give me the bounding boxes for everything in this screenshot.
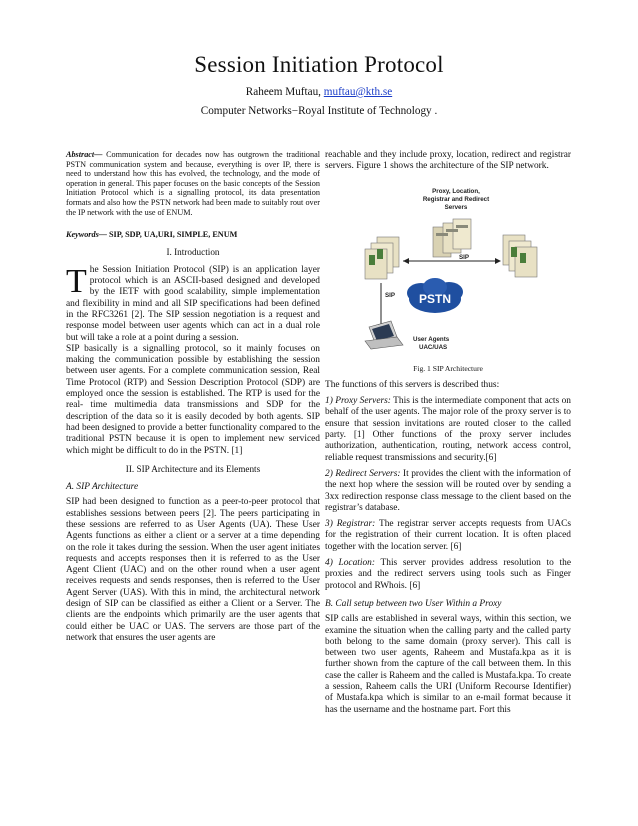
- abstract: [66, 150, 320, 217]
- call-setup-paragraph: SIP calls are established in several ways, within this section, we examine the situation when the calling party and the called party both belong to the same domain (proxy server). This call is between two user agents, Raheem and Mustafa.kpa as it is further shown from the capture of the call between them. In this case the caller is Raheem and the called is Mustafa.kpa. To create a session, Raheem calls the URI (Uniform Recourse Identifier) of Mustafa.kpa which is similar to an e-mail format because it has the username and the hostname part. Fort this: [325, 614, 571, 715]
- pstn-label: PSTN: [418, 291, 452, 306]
- item-registrar: [325, 519, 571, 553]
- item-registrar-text: The registrar server accepts requests from UACs for the registration of their current location. It is often placed together with the location server. [6]: [325, 519, 571, 552]
- keywords: [66, 229, 320, 240]
- server-label-line-1: Proxy, Location,: [432, 187, 480, 195]
- keywords-text: SIP, SDP, UA,URI, SIMPLE, ENUM: [106, 230, 238, 240]
- item-proxy-servers-label: 1) Proxy Servers:: [325, 396, 391, 407]
- sip-link-label: SIP: [459, 253, 469, 261]
- paper-title: Session Initiation Protocol: [194, 52, 444, 77]
- intro-paragraph-2: SIP basically is a signalling protocol, so it mainly focuses on making the communication possible by establishing the session between user agents. For a complete communication session, Real Time Protocol (RTP) and Session Description Protocol (SDP) are employed once the session is established. The RTP is used for the real- time multimedia data transmissions and SDP for the description of the data so it is easily decoded by both agents. SIP had been designed to provide a better functionality compared to the traditional PSTN because it is open to implement new serviced which might be difficult to do in the PSTN. [1]: [66, 343, 320, 456]
- item-redirect-servers-text: It provides the client with the information of the next hop where the session will be routed over by sending a 3xx redirection response class message to the client based on the registrar’s database.: [325, 468, 571, 513]
- figure-sip-architecture: [325, 179, 571, 359]
- drop-cap: T: [66, 262, 87, 300]
- item-registrar-label: 3) Registrar:: [325, 519, 376, 530]
- affiliation: Computer Networks−Royal Institute of Technology .: [200, 105, 438, 117]
- keywords-label: Keywords—: [66, 230, 107, 240]
- server-stack-icon: [433, 219, 471, 257]
- left-user-agents-icon: [365, 237, 399, 279]
- item-proxy-servers-text: This is the intermediate component that acts on behalf of the user agents. The major role of the proxy server is to ensure that session invitations are routed closer to the called party. [1] Other functions of the proxy server includes authorization, authentication, routing, network access control, reliable request transmissions and security.[6]: [325, 396, 571, 463]
- ua-label-line-1: User Agents: [413, 335, 450, 343]
- server-label-line-2: Registrar and Redirect: [422, 195, 490, 203]
- sip-architecture-diagram: [325, 179, 571, 359]
- section-heading-introduction: I. Introduction: [166, 247, 220, 258]
- section-heading-architecture: II. SIP Architecture and its Elements: [125, 463, 261, 474]
- laptop-user-agent-icon: [365, 321, 403, 349]
- item-redirect-servers: [325, 469, 571, 514]
- subsection-heading-sip-architecture: A. SIP Architecture: [66, 482, 139, 493]
- left-column: [66, 150, 320, 644]
- abstract-text: Communication for decades now has outgrown the traditional PSTN communication system and because, everything is over IP, there is need to understand how this has evolved, the technology, and the mode of operation in general. This paper focuses on the basic concepts of the Session Initiation Protocol which is a signalling protocol, its data presentation formats and also how the PSTN network had been made to suitably rout over the IP network with the use of ENUM.: [66, 150, 320, 217]
- author-name: Raheem Muftau,: [245, 86, 324, 98]
- item-location-text: This server provides address resolution to the proxies and the redirect servers using tools such as Finger protocol and RWhois. [6]: [325, 558, 571, 591]
- intro-paragraph-1-text: he Session Initiation Protocol (SIP) is an application layer protocol which is an ASCII-based designed and developed by the IETF with good scalability, simple implementation and flexibility in mind and all SIP specifications had been defined in the RFC3261 [2]. The SIP session negotiation is a request and response model between user agents which can act in a dual role but will take a role at a point during a session.: [66, 264, 320, 343]
- author-line: [0, 86, 638, 98]
- item-proxy-servers: [325, 396, 571, 464]
- author-email-link[interactable]: muftau@kth.se: [323, 86, 393, 98]
- architecture-paragraph-continued: reachable and they include proxy, location, redirect and registrar servers. Figure 1 shows the architecture of the SIP network.: [325, 150, 571, 172]
- ua-label-line-2: UAC/UAS: [419, 343, 448, 351]
- sip-down-label: SIP: [385, 291, 395, 299]
- sip-link-arrow-right-icon: [495, 258, 501, 264]
- functions-intro: The functions of this servers is described thus:: [325, 379, 500, 390]
- architecture-paragraph: SIP had been designed to function as a peer-to-peer protocol that establishes sessions between peers [2]. The peers participating in these sessions are referred to as User Agents (UA). These User Agents functions as either a client or a server at a time depending on the role it takes during the session. When the user agent initiates requests and accepts responses then it is referred to as the User Agent Client (UAC) and on the other round when a user agent receives requests and sends responses, then is referred to the User Agent Server (UAS). With this in mind, the architectural network design of SIP can be classified as either a Client or a Server. The clients are the endpoints which primarily are the user agents that could either be UAC or UAS. The servers are those part of the network that ensures the user agents are: [66, 497, 320, 643]
- item-location: [325, 558, 571, 592]
- sip-link-arrow-left-icon: [403, 258, 409, 264]
- intro-paragraph-1: [66, 262, 320, 344]
- server-label-line-3: Servers: [444, 203, 468, 211]
- figure-caption: Fig. 1 SIP Architecture: [413, 363, 483, 373]
- abstract-label: Abstract—: [66, 150, 103, 159]
- subsection-heading-call-setup: B. Call setup between two User Within a Proxy: [325, 598, 502, 609]
- item-redirect-servers-label: 2) Redirect Servers:: [325, 468, 401, 479]
- right-column: [325, 150, 571, 716]
- item-location-label: 4) Location:: [325, 558, 375, 569]
- right-user-agents-icon: [503, 235, 537, 277]
